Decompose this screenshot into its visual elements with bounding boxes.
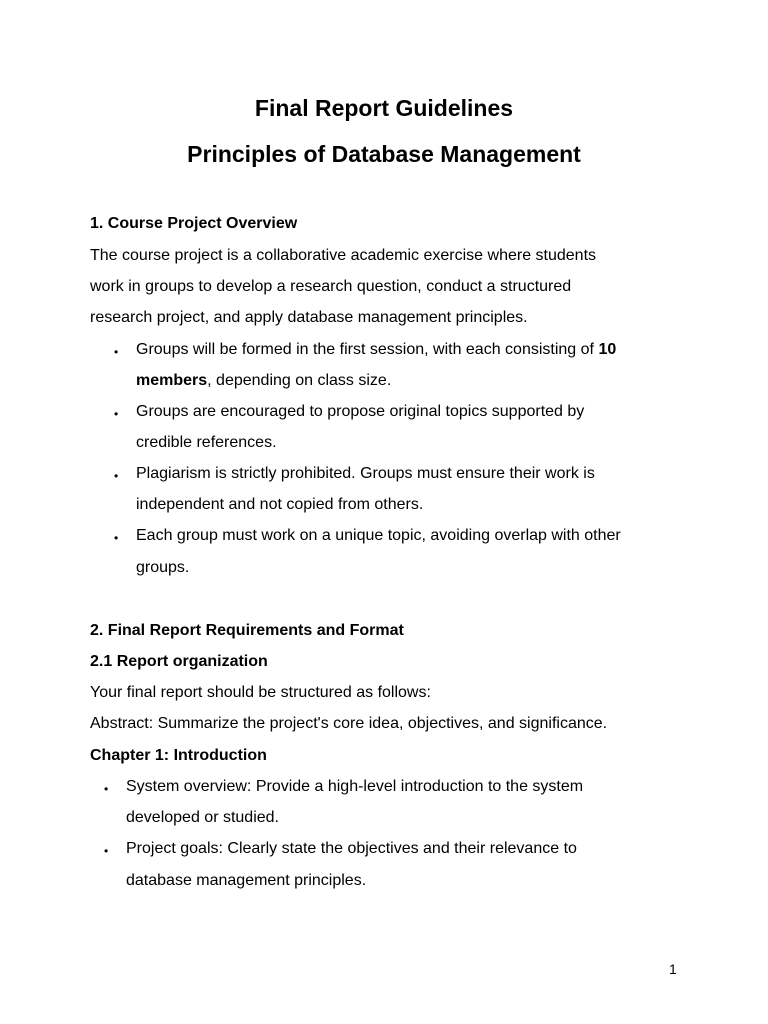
paragraph-line: work in groups to develop a research question, conduct a structured (90, 278, 572, 295)
list-item-text (136, 340, 616, 360)
paragraph-line: Your final report should be structured as follows: (90, 684, 431, 701)
list-item-text: Plagiarism is strictly prohibited. Groups must ensure their work is (136, 465, 595, 482)
subsection-heading-report-organization: 2.1 Report organization (90, 653, 268, 670)
list-item-bold-text: 10 (598, 341, 617, 358)
section-heading-final-report-requirements: 2. Final Report Requirements and Format (90, 622, 404, 639)
list-item-text: System overview: Provide a high-level introduction to the system (126, 778, 584, 795)
list-item-text: credible references. (136, 434, 277, 451)
chapter-heading-introduction: Chapter 1: Introduction (90, 747, 267, 764)
bullet-marker: • (114, 469, 119, 483)
bullet-marker: • (114, 345, 119, 359)
abstract-line: Abstract: Summarize the project's core idea, objectives, and significance. (90, 715, 608, 732)
list-item-bold-text: members (136, 372, 208, 389)
paragraph-line: research project, and apply database management principles. (90, 309, 528, 326)
list-item-text (136, 371, 391, 391)
list-item-text: groups. (136, 559, 190, 576)
bullet-marker: • (114, 531, 119, 545)
list-item-text: developed or studied. (126, 809, 279, 826)
list-item-text: Each group must work on a unique topic, avoiding overlap with other (136, 527, 621, 544)
list-item-text: independent and not copied from others. (136, 496, 424, 513)
bullet-marker: • (114, 407, 119, 421)
list-item-text: database management principles. (126, 872, 367, 889)
paragraph-line: The course project is a collaborative academic exercise where students (90, 247, 597, 264)
list-item-text: Project goals: Clearly state the objectives and their relevance to (126, 840, 577, 857)
list-item-text: Groups are encouraged to propose original topics supported by (136, 403, 585, 420)
page-number: 1 (669, 961, 677, 977)
bullet-marker: • (104, 844, 109, 858)
list-item-text-segment: , depending on class size. (207, 372, 392, 389)
document-subtitle: Principles of Database Management (187, 141, 581, 167)
document-title: Final Report Guidelines (254, 95, 514, 121)
list-item-text-segment: Groups will be formed in the first session, with each consisting of (136, 341, 599, 358)
section-heading-course-project-overview: 1. Course Project Overview (90, 215, 298, 232)
bullet-marker: • (104, 782, 109, 796)
